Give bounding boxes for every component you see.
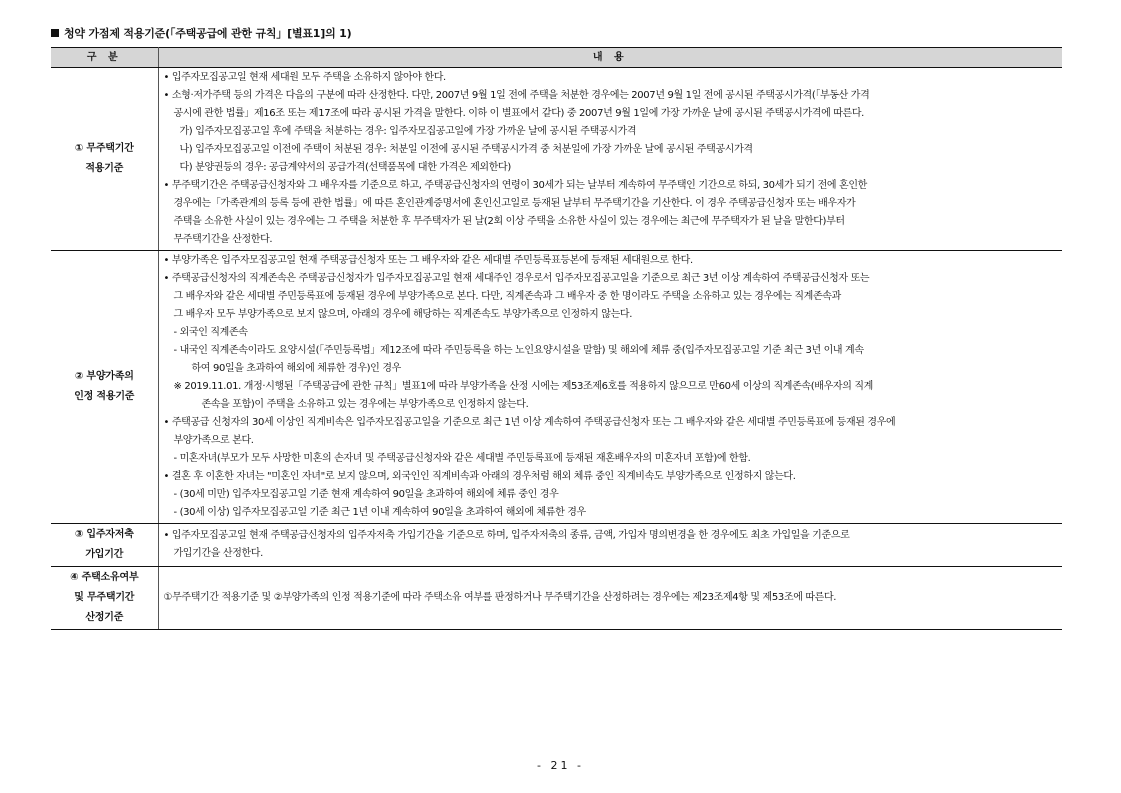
- section-title-text: 청약 가점제 적용기준(「주택공급에 관한 규칙」[별표1]의 1): [64, 27, 352, 40]
- row-content: [158, 567, 1062, 630]
- table-row: [51, 567, 1062, 630]
- content-line: • 주택공급신청자의 직계존속은 주택공급신청자가 입주자모집공고일 현재 세대주인 경우로서 입주자모집공고일을 기준으로 최근 3년 이상 계속하여 주택공급신청자 또는: [163, 273, 870, 284]
- table-row: [51, 524, 1062, 567]
- row-category: [51, 524, 158, 567]
- content-line: • 부양가족은 입주자모집공고일 현재 주택공급신청자 또는 그 배우자와 같은 세대별 주민등록표등본에 등재된 세대원으로 한다.: [163, 255, 693, 266]
- content-line: • 입주자모집공고일 현재 주택공급신청자의 입주자저축 가입기간을 기준으로 하며, 입주자저축의 종류, 금액, 가입자 명의변경을 한 경우에도 최초 가입일을 기준으로: [163, 530, 850, 541]
- content-line: 경우에는「가족관계의 등록 등에 관한 법률」에 따른 혼인관계증명서에 혼인신고일로 등재된 날부터 무주택기간을 기산한다. 이 경우 주택공급신청자 또는 배우자가: [173, 198, 856, 209]
- content-line: 존속을 포함)이 주택을 소유하고 있는 경우에는 부양가족으로 인정하지 않는다.: [201, 399, 529, 410]
- content-line: 하여 90일을 초과하여 해외에 체류한 경우)인 경우: [191, 363, 401, 374]
- content-line: 공시에 관한 법률」제16조 또는 제17조에 따라 공시된 가격을 말한다. 이하 이 별표에서 같다) 중 2007년 9월 1일에 가장 가까운 날에 공시된 주택공시가격에 따른다.: [173, 108, 865, 119]
- content-line: 부양가족으로 본다.: [173, 435, 254, 446]
- category-line: 인정 적용기준: [74, 391, 135, 402]
- content-line: - 미혼자녀(부모가 모두 사망한 미혼의 손자녀 및 주택공급신청자와 같은 세대별 주민등록표에 등재된 재혼배우자의 미혼자녀 포함)에 한함.: [173, 453, 751, 464]
- category-line: ① 무주택기간: [74, 143, 134, 154]
- criteria-table: [51, 47, 1062, 630]
- table-body: [51, 68, 1062, 630]
- row-category: [51, 68, 158, 251]
- row-content: [158, 68, 1062, 251]
- content-line: • 주택공급 신청자의 30세 이상인 직계비속은 입주자모집공고일을 기준으로 최근 1년 이상 계속하여 주택공급신청자 또는 그 배우자와 같은 세대별 주민등록표에 등재된 경우에: [163, 417, 896, 428]
- row-content: [158, 524, 1062, 567]
- content-line: 나) 입주자모집공고일 이전에 주택이 처분된 경우: 처분일 이전에 공시된 주택공시가격 중 처분일에 가장 가까운 날에 공시된 주택공시가격: [179, 144, 753, 155]
- content-line: 주택을 소유한 사실이 있는 경우에는 그 주택을 처분한 후 무주택자가 된 날(2회 이상 주택을 소유한 사실이 있는 경우에는 최근에 무주택자가 된 날을 말한다)부터: [173, 216, 845, 227]
- header-content: 내 용: [158, 48, 1062, 68]
- content-line: • 무주택기간은 주택공급신청자와 그 배우자를 기준으로 하고, 주택공급신청자의 연령이 30세가 되는 날부터 계속하여 무주택인 기간으로 하되, 30세가 되기 전에 혼인한: [163, 180, 867, 191]
- content-line: - 내국인 직계존속이라도 요양시설(「주민등록법」제12조에 따라 주민등록을 하는 노인요양시설을 말함) 및 해외에 체류 중(입주자모집공고일 기준 최근 3년 이내 계속: [173, 345, 864, 356]
- content-line: 가) 입주자모집공고일 후에 주택을 처분하는 경우: 입주자모집공고일에 가장 가까운 날에 공시된 주택공시가격: [179, 126, 637, 137]
- table-row: [51, 68, 1062, 251]
- row-content: [158, 251, 1062, 524]
- page-number: - 21 -: [537, 759, 584, 772]
- category-line: ② 부양가족의: [74, 371, 134, 382]
- category-line: ④ 주택소유여부: [70, 572, 139, 583]
- content-line: 그 배우자와 같은 세대별 주민등록표에 등재된 경우에 부양가족으로 본다. 다만, 직계존속과 그 배우자 중 한 명이라도 주택을 소유하고 있는 경우에는 직계존속과: [173, 291, 841, 302]
- category-line: 적용기준: [85, 163, 124, 174]
- category-line: 및 무주택기간: [74, 592, 135, 603]
- category-line: ③ 입주자저축: [74, 529, 134, 540]
- category-line: 산정기준: [85, 612, 124, 623]
- content-line: 가입기간을 산정한다.: [173, 548, 263, 559]
- category-line: 가입기간: [85, 549, 124, 560]
- row-category: [51, 251, 158, 524]
- content-line: ※ 2019.11.01. 개정·시행된「주택공급에 관한 규칙」별표1에 따라 부양가족을 산정 시에는 제53조제6호를 적용하지 않으므로 만60세 이상의 직계존속(배우자의 직계: [173, 381, 873, 392]
- content-line: - (30세 미만) 입주자모집공고일 기준 현재 계속하여 90일을 초과하여 해외에 체류 중인 경우: [173, 489, 559, 500]
- content-line: - (30세 이상) 입주자모집공고일 기준 최근 1년 이내 계속하여 90일을 초과하여 해외에 체류한 경우: [173, 507, 586, 518]
- table-row: [51, 251, 1062, 524]
- content-line: - 외국인 직계존속: [173, 327, 248, 338]
- square-bullet-icon: [51, 29, 59, 37]
- row-category: [51, 567, 158, 630]
- table-header-row: [51, 48, 1062, 68]
- content-line: 무주택기간을 산정한다.: [173, 234, 273, 245]
- content-line: 그 배우자 모두 부양가족으로 보지 않으며, 아래의 경우에 해당하는 직계존속도 부양가족으로 인정하지 않는다.: [173, 309, 633, 320]
- content-line: 다) 분양권등의 경우: 공급계약서의 공급가격(선택품목에 대한 가격은 제외한다): [179, 162, 511, 173]
- header-category: 구 분: [51, 48, 158, 68]
- content-line: • 소형·저가주택 등의 가격은 다음의 구분에 따라 산정한다. 다만, 2007년 9월 1일 전에 주택을 처분한 경우에는 2007년 9월 1일 전에 공시된 주택공시가격(「부동산 가격: [163, 90, 870, 101]
- section-title: [51, 25, 351, 41]
- content-line: • 입주자모집공고일 현재 세대원 모두 주택을 소유하지 않아야 한다.: [163, 72, 446, 83]
- content-line: ①무주택기간 적용기준 및 ②부양가족의 인정 적용기준에 따라 주택소유 여부를 판정하거나 무주택기간을 산정하려는 경우에는 제23조제4항 및 제53조에 따른다.: [163, 592, 837, 603]
- content-line: • 결혼 후 이혼한 자녀는 "미혼인 자녀"로 보지 않으며, 외국인인 직계비속과 아래의 경우처럼 해외 체류 중인 직계비속도 부양가족으로 인정하지 않는다.: [163, 471, 796, 482]
